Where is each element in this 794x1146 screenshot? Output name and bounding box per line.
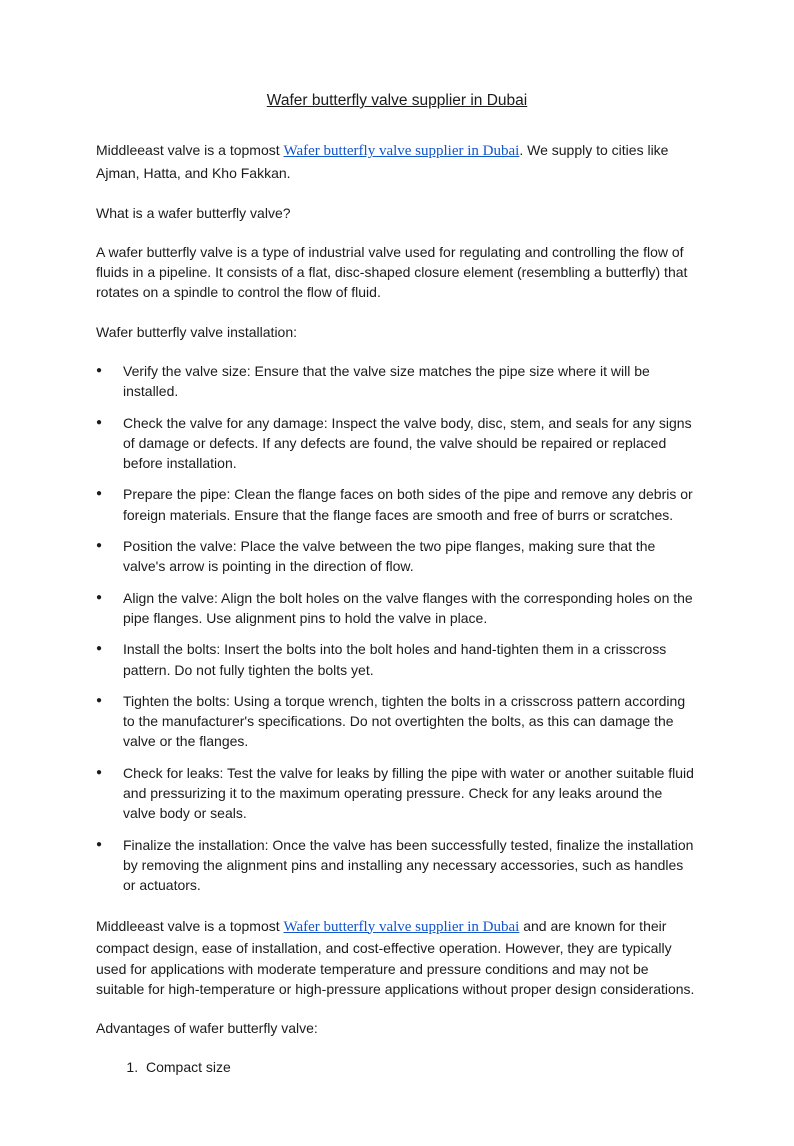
outro-text-after: and are known for their compact design, ease of installation, and cost-effective operation. However, they are typically used for applications with moderate temperature and pressure conditions and may not be suitable for high-temperature or high-pressure applications without proper design considerations. bbox=[96, 917, 695, 997]
installation-step bbox=[96, 588, 698, 629]
intro-paragraph bbox=[96, 140, 698, 183]
installation-step-text: Position the valve: Place the valve between the two pipe flanges, making sure that the valve's arrow is pointing in the direction of flow. bbox=[123, 538, 656, 575]
installation-step-text: Finalize the installation: Once the valve has been successfully tested, finalize the installation by removing the alignment pins and installing any necessary accessories, such as handles or actuators. bbox=[123, 836, 694, 894]
bullet-icon: ● bbox=[96, 643, 103, 655]
bullet-icon: ● bbox=[96, 838, 103, 850]
installation-step-text: Install the bolts: Insert the bolts into the bolt holes and hand-tighten them in a crisscross pattern. Do not fully tighten the bolts yet. bbox=[123, 641, 667, 678]
installation-steps-list bbox=[96, 361, 698, 896]
installation-step-text: Align the valve: Align the bolt holes on the valve flanges with the corresponding holes on the pipe flanges. Use alignment pins to hold the valve in place. bbox=[123, 589, 693, 626]
installation-step bbox=[96, 691, 698, 752]
installation-heading: Wafer butterfly valve installation: bbox=[96, 323, 298, 340]
installation-step bbox=[96, 835, 698, 896]
outro-link[interactable]: Wafer butterfly valve supplier in Dubai bbox=[283, 918, 520, 935]
installation-step bbox=[96, 763, 698, 824]
bullet-icon: ● bbox=[96, 416, 103, 428]
installation-step-text: Check the valve for any damage: Inspect the valve body, disc, stem, and seals for any signs of damage or defects. If any defects are found, the valve should be repaired or replaced before installation. bbox=[123, 414, 692, 472]
bullet-icon: ● bbox=[96, 694, 103, 706]
installation-step-text: Tighten the bolts: Using a torque wrench, tighten the bolts in a crisscross pattern according to the manufacturer's specifications. Do not overtighten the bolts, as this can damage the valve or the flanges. bbox=[123, 692, 686, 750]
bullet-icon: ● bbox=[96, 591, 103, 603]
installation-step-text: Check for leaks: Test the valve for leaks by filling the pipe with water or another suitable fluid and pressurizing it to the maximum operating pressure. Check for any leaks around the valve body or seals. bbox=[123, 764, 694, 822]
advantages-heading: Advantages of wafer butterfly valve: bbox=[96, 1020, 318, 1037]
installation-step bbox=[96, 536, 698, 577]
bullet-icon: ● bbox=[96, 488, 103, 500]
bullet-icon: ● bbox=[96, 540, 103, 552]
installation-step bbox=[96, 413, 698, 474]
what-heading: What is a wafer butterfly valve? bbox=[96, 204, 291, 221]
intro-link[interactable]: Wafer butterfly valve supplier in Dubai bbox=[283, 143, 520, 160]
page-title: Wafer butterfly valve supplier in Dubai bbox=[266, 92, 528, 109]
bullet-icon: ● bbox=[96, 766, 103, 778]
advantages-list bbox=[96, 1057, 698, 1077]
installation-step bbox=[96, 484, 698, 525]
installation-step bbox=[96, 361, 698, 402]
outro-paragraph bbox=[96, 916, 698, 1000]
what-body-paragraph: A wafer butterfly valve is a type of industrial valve used for regulating and controlling the flow of fluids in a pipeline. It consists of a flat, disc-shaped closure element (resembling a butterfly) that rotates on a spindle to control the flow of fluid. bbox=[96, 243, 688, 301]
outro-text-before: Middleeast valve is a topmost bbox=[96, 917, 284, 934]
bullet-icon: ● bbox=[96, 365, 103, 376]
installation-step-text: Prepare the pipe: Clean the flange faces on both sides of the pipe and remove any debris or foreign materials. Ensure that the flange faces are smooth and free of burrs or scratches. bbox=[123, 486, 693, 523]
intro-text-after: . We supply to cities like Ajman, Hatta, and Kho Fakkan. bbox=[96, 142, 669, 182]
installation-step bbox=[96, 639, 698, 680]
installation-step-text: Verify the valve size: Ensure that the valve size matches the pipe size where it will be installed. bbox=[123, 363, 650, 400]
advantage-item: 1. Compact size bbox=[142, 1057, 698, 1077]
intro-text-before: Middleeast valve is a topmost bbox=[96, 142, 284, 159]
